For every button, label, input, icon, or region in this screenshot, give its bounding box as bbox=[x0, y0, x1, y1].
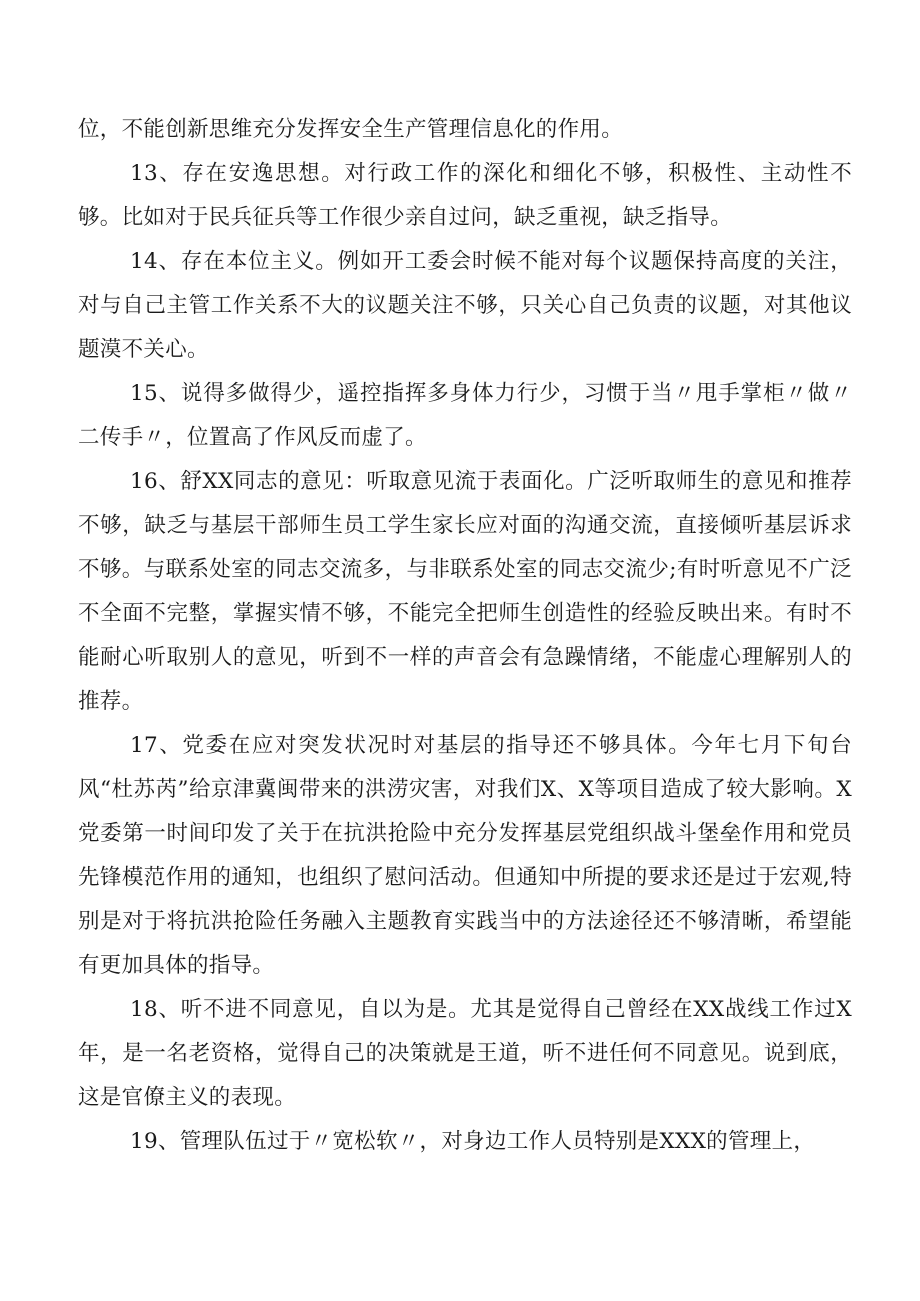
document-body bbox=[78, 108, 852, 1164]
paragraph-17: 17、党委在应对突发状况时对基层的指导还不够具体。今年七月下旬台风“杜苏芮”给京津冀闽带来的洪涝灾害，对我们X、X等项目造成了较大影响。X党委第一时间印发了关于在抗洪抢险中充分发挥基层党组织战斗堡垒作用和党员先锋模范作用的通知，也组织了慰问活动。但通知中所提的要求还是过于宏观,特别是对于将抗洪抢险任务融入主题教育实践当中的方法途径还不够清晰，希望能有更加具体的指导。 bbox=[78, 733, 852, 978]
paragraph-15: 15、说得多做得少，遥控指挥多身体力行少，习惯于当〃甩手掌柜〃做〃二传手〃，位置高了作风反而虚了。 bbox=[78, 381, 852, 450]
paragraph-14: 14、存在本位主义。例如开工委会时候不能对每个议题保持高度的关注，对与自己主管工作关系不大的议题关注不够，只关心自己负责的议题，对其他议题漠不关心。 bbox=[78, 249, 852, 362]
paragraph-19: 19、管理队伍过于〃宽松软〃，对身边工作人员特别是XXX的管理上， bbox=[130, 1129, 816, 1154]
paragraph-continuation: 位，不能创新思维充分发挥安全生产管理信息化的作用。 bbox=[78, 117, 624, 142]
paragraph-16: 16、舒XX同志的意见：听取意见流于表面化。广泛听取师生的意见和推荐不够，缺乏与基层干部师生员工学生家长应对面的沟通交流，直接倾听基层诉求不够。与联系处室的同志交流多，与非联系处室的同志交流少;有时听意见不广泛不全面不完整，掌握实情不够，不能完全把师生创造性的经验反映出来。有时不能耐心听取别人的意见，听到不一样的声音会有急躁情绪，不能虚心理解别人的推荐。 bbox=[78, 469, 852, 714]
paragraph-18: 18、听不进不同意见，自以为是。尤其是觉得自己曾经在XX战线工作过X年，是一名老资格，觉得自己的决策就是王道，听不进任何不同意见。说到底，这是官僚主义的表现。 bbox=[78, 997, 852, 1110]
paragraph-13: 13、存在安逸思想。对行政工作的深化和细化不够，积极性、主动性不够。比如对于民兵征兵等工作很少亲自过问，缺乏重视，缺乏指导。 bbox=[78, 161, 852, 230]
